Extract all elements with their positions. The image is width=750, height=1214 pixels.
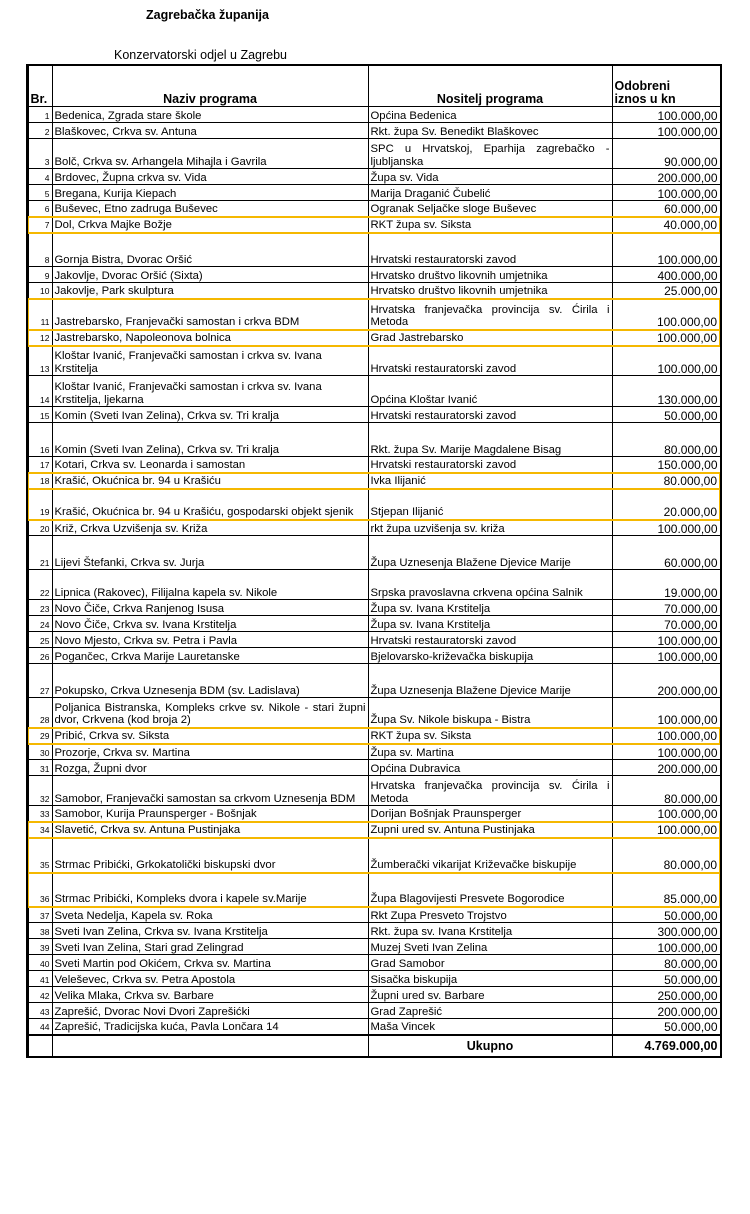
row-number: 17 — [28, 457, 52, 473]
program-name: Sveti Ivan Zelina, Crkva sv. Ivana Krstitelja — [52, 923, 368, 939]
program-holder: Hrvatska franjevačka provincija sv. Ćirila i Metoda — [368, 776, 612, 806]
table-row — [28, 536, 720, 570]
row-number: 31 — [28, 760, 52, 776]
program-holder: Hrvatska franjevačka provincija sv. Ćirila i Metoda — [368, 299, 612, 330]
program-name: Pribić, Crkva sv. Siksta — [52, 728, 368, 744]
program-holder: Muzej Sveti Ivan Zelina — [368, 939, 612, 955]
approved-amount: 150.000,00 — [612, 457, 720, 473]
row-number: 22 — [28, 570, 52, 600]
program-holder: Maša Vincek — [368, 1019, 612, 1035]
table-row — [28, 873, 720, 907]
table-row — [28, 632, 720, 648]
program-name: Križ, Crkva Uzvišenja sv. Križa — [52, 520, 368, 536]
table-row — [28, 1003, 720, 1019]
table-row — [28, 664, 720, 698]
column-header-iznos-line2: iznos u kn — [614, 91, 676, 106]
program-holder: SPC u Hrvatskoj, Eparhija zagrebačko - ljubljanska — [368, 139, 612, 169]
approved-amount: 50.000,00 — [612, 407, 720, 423]
program-holder: Stjepan Ilijanić — [368, 489, 612, 520]
row-number: 14 — [28, 376, 52, 407]
total-naziv-cell — [52, 1035, 368, 1057]
row-number: 18 — [28, 473, 52, 489]
table-row — [28, 806, 720, 822]
approved-amount: 60.000,00 — [612, 201, 720, 217]
program-name: Poljanica Bistranska, Kompleks crkve sv. Nikole - stari župni dvor, Crkvena (kod broja 2) — [52, 698, 368, 728]
table-row — [28, 923, 720, 939]
approved-amount: 80.000,00 — [612, 473, 720, 489]
program-holder: Hrvatski restauratorski zavod — [368, 407, 612, 423]
program-name: Samobor, Kurija Praunsperger - Bošnjak — [52, 806, 368, 822]
approved-amount: 130.000,00 — [612, 376, 720, 407]
approved-amount: 80.000,00 — [612, 776, 720, 806]
program-name: Pogančec, Crkva Marije Lauretanske — [52, 648, 368, 664]
row-number: 10 — [28, 283, 52, 299]
approved-amount: 50.000,00 — [612, 971, 720, 987]
table-row — [28, 473, 720, 489]
row-number: 44 — [28, 1019, 52, 1035]
program-holder: Grad Zaprešić — [368, 1003, 612, 1019]
row-number: 4 — [28, 169, 52, 185]
program-holder: Župa sv. Ivana Krstitelja — [368, 616, 612, 632]
approved-amount: 40.000,00 — [612, 217, 720, 233]
row-number: 35 — [28, 838, 52, 873]
approved-amount: 100.000,00 — [612, 728, 720, 744]
table-row — [28, 648, 720, 664]
program-holder: Župa Sv. Nikole biskupa - Bistra — [368, 698, 612, 728]
approved-amount: 100.000,00 — [612, 822, 720, 838]
approved-amount: 200.000,00 — [612, 664, 720, 698]
program-holder: Župa Blagovijesti Presvete Bogorodice — [368, 873, 612, 907]
approved-amount: 100.000,00 — [612, 233, 720, 267]
row-number: 12 — [28, 330, 52, 346]
program-name: Lijevi Štefanki, Crkva sv. Jurja — [52, 536, 368, 570]
row-number: 8 — [28, 233, 52, 267]
program-name: Gornja Bistra, Dvorac Oršić — [52, 233, 368, 267]
program-holder: Hrvatski restauratorski zavod — [368, 233, 612, 267]
row-number: 3 — [28, 139, 52, 169]
program-name: Veleševec, Crkva sv. Petra Apostola — [52, 971, 368, 987]
row-number: 28 — [28, 698, 52, 728]
program-name: Krašić, Okućnica br. 94 u Krašiću, gospodarski objekt sjenik — [52, 489, 368, 520]
program-name: Slavetić, Crkva sv. Antuna Pustinjaka — [52, 822, 368, 838]
row-number: 5 — [28, 185, 52, 201]
approved-amount: 100.000,00 — [612, 698, 720, 728]
program-holder: Župa sv. Martina — [368, 744, 612, 760]
approved-amount: 250.000,00 — [612, 987, 720, 1003]
row-number: 7 — [28, 217, 52, 233]
table-row — [28, 728, 720, 744]
program-holder: Grad Samobor — [368, 955, 612, 971]
approved-amount: 100.000,00 — [612, 185, 720, 201]
approved-amount: 100.000,00 — [612, 330, 720, 346]
row-number: 38 — [28, 923, 52, 939]
approved-amount: 100.000,00 — [612, 123, 720, 139]
row-number: 29 — [28, 728, 52, 744]
row-number: 24 — [28, 616, 52, 632]
column-header-naziv: Naziv programa — [52, 66, 368, 107]
approved-amount: 100.000,00 — [612, 346, 720, 376]
approved-amount: 80.000,00 — [612, 423, 720, 457]
table-row — [28, 987, 720, 1003]
row-number: 37 — [28, 907, 52, 923]
table-row — [28, 201, 720, 217]
total-label: Ukupno — [368, 1035, 612, 1057]
row-number: 15 — [28, 407, 52, 423]
program-holder: Marija Draganić Čubelić — [368, 185, 612, 201]
row-number: 36 — [28, 873, 52, 907]
approved-amount: 100.000,00 — [612, 107, 720, 123]
row-number: 1 — [28, 107, 52, 123]
program-holder: Župa sv. Vida — [368, 169, 612, 185]
approved-amount: 200.000,00 — [612, 169, 720, 185]
approved-amount: 50.000,00 — [612, 907, 720, 923]
table-row — [28, 346, 720, 376]
approved-amount: 20.000,00 — [612, 489, 720, 520]
table-body — [28, 107, 720, 1035]
table-row — [28, 776, 720, 806]
row-number: 25 — [28, 632, 52, 648]
table-row — [28, 376, 720, 407]
program-holder: Hrvatsko društvo likovnih umjetnika — [368, 283, 612, 299]
table-row — [28, 939, 720, 955]
program-holder: Dorijan Bošnjak Praunsperger — [368, 806, 612, 822]
program-name: Velika Mlaka, Crkva sv. Barbare — [52, 987, 368, 1003]
row-number: 42 — [28, 987, 52, 1003]
table-row — [28, 744, 720, 760]
row-number: 40 — [28, 955, 52, 971]
column-header-iznos — [612, 66, 720, 107]
approved-amount: 200.000,00 — [612, 760, 720, 776]
approved-amount: 70.000,00 — [612, 600, 720, 616]
program-holder: RKT župa sv. Siksta — [368, 728, 612, 744]
program-holder: Hrvatski restauratorski zavod — [368, 632, 612, 648]
row-number: 6 — [28, 201, 52, 217]
approved-amount: 400.000,00 — [612, 267, 720, 283]
row-number: 34 — [28, 822, 52, 838]
row-number: 11 — [28, 299, 52, 330]
approved-amount: 25.000,00 — [612, 283, 720, 299]
program-name: Kloštar Ivanić, Franjevački samostan i crkva sv. Ivana Krstitelja, ljekarna — [52, 376, 368, 407]
approved-amount: 100.000,00 — [612, 744, 720, 760]
table-row — [28, 698, 720, 728]
program-name: Sveta Nedelja, Kapela sv. Roka — [52, 907, 368, 923]
row-number: 19 — [28, 489, 52, 520]
table-row — [28, 907, 720, 923]
table-row — [28, 457, 720, 473]
program-holder: Žumberački vikarijat Križevačke biskupije — [368, 838, 612, 873]
program-holder: rkt župa uzvišenja sv. križa — [368, 520, 612, 536]
table-row — [28, 299, 720, 330]
program-name: Pokupsko, Crkva Uznesenja BDM (sv. Ladislava) — [52, 664, 368, 698]
table-row — [28, 570, 720, 600]
table-header-row — [28, 66, 720, 107]
table-row — [28, 760, 720, 776]
table-row — [28, 600, 720, 616]
program-holder: Rkt. župa Sv. Marije Magdalene Bisag — [368, 423, 612, 457]
program-name: Komin (Sveti Ivan Zelina), Crkva sv. Tri kralja — [52, 423, 368, 457]
total-br-cell — [28, 1035, 52, 1057]
program-holder: Rkt. župa Sv. Benedikt Blaškovec — [368, 123, 612, 139]
row-number: 9 — [28, 267, 52, 283]
row-number: 32 — [28, 776, 52, 806]
program-name: Bregana, Kurija Kiepach — [52, 185, 368, 201]
program-name: Bedenica, Zgrada stare škole — [52, 107, 368, 123]
table-row — [28, 267, 720, 283]
table-row — [28, 489, 720, 520]
table-row — [28, 955, 720, 971]
table-row — [28, 520, 720, 536]
program-holder: Općina Dubravica — [368, 760, 612, 776]
document-subtitle: Konzervatorski odjel u Zagrebu — [114, 48, 288, 62]
table-row — [28, 330, 720, 346]
table-row — [28, 169, 720, 185]
program-holder: Župa sv. Ivana Krstitelja — [368, 600, 612, 616]
program-name: Brdovec, Župna crkva sv. Vida — [52, 169, 368, 185]
program-holder: Srpska pravoslavna crkvena općina Salnik — [368, 570, 612, 600]
row-number: 30 — [28, 744, 52, 760]
program-holder: Grad Jastrebarsko — [368, 330, 612, 346]
table-row — [28, 233, 720, 267]
approved-amount: 300.000,00 — [612, 923, 720, 939]
program-name: Blaškovec, Crkva sv. Antuna — [52, 123, 368, 139]
program-name: Novo Mjesto, Crkva sv. Petra i Pavla — [52, 632, 368, 648]
program-name: Sveti Ivan Zelina, Stari grad Zelingrad — [52, 939, 368, 955]
program-name: Komin (Sveti Ivan Zelina), Crkva sv. Tri kralja — [52, 407, 368, 423]
approved-amount: 80.000,00 — [612, 955, 720, 971]
program-name: Rozga, Župni dvor — [52, 760, 368, 776]
program-name: Zaprešić, Tradicijska kuća, Pavla Lončara 14 — [52, 1019, 368, 1035]
program-name: Kloštar Ivanić, Franjevački samostan i crkva sv. Ivana Krstitelja — [52, 346, 368, 376]
program-holder: Bjelovarsko-križevačka biskupija — [368, 648, 612, 664]
table-row — [28, 822, 720, 838]
program-holder: Župa Uznesenja Blažene Djevice Marije — [368, 536, 612, 570]
table-row — [28, 407, 720, 423]
row-number: 43 — [28, 1003, 52, 1019]
program-name: Zaprešić, Dvorac Novi Dvori Zaprešićki — [52, 1003, 368, 1019]
approved-amount: 100.000,00 — [612, 632, 720, 648]
column-header-iznos-line1: Odobreni — [614, 79, 671, 93]
approved-amount: 19.000,00 — [612, 570, 720, 600]
approved-amount: 60.000,00 — [612, 536, 720, 570]
program-holder: Zupni ured sv. Antuna Pustinjaka — [368, 822, 612, 838]
table-row — [28, 139, 720, 169]
row-number: 20 — [28, 520, 52, 536]
table-row — [28, 1019, 720, 1035]
program-name: Strmac Pribićki, Grkokatolički biskupski dvor — [52, 838, 368, 873]
program-holder: Sisačka biskupija — [368, 971, 612, 987]
program-name: Samobor, Franjevački samostan sa crkvom Uznesenja BDM — [52, 776, 368, 806]
program-name: Prozorje, Crkva sv. Martina — [52, 744, 368, 760]
approved-amount: 50.000,00 — [612, 1019, 720, 1035]
program-name: Krašić, Okućnica br. 94 u Krašiću — [52, 473, 368, 489]
row-number: 21 — [28, 536, 52, 570]
approved-amount: 100.000,00 — [612, 648, 720, 664]
row-number: 27 — [28, 664, 52, 698]
table-row — [28, 616, 720, 632]
program-holder: Hrvatski restauratorski zavod — [368, 457, 612, 473]
approved-amount: 85.000,00 — [612, 873, 720, 907]
table-row — [28, 217, 720, 233]
row-number: 33 — [28, 806, 52, 822]
row-number: 39 — [28, 939, 52, 955]
row-number: 2 — [28, 123, 52, 139]
table-row — [28, 971, 720, 987]
program-holder: Rkt. župa sv. Ivana Krstitelja — [368, 923, 612, 939]
program-holder: Hrvatsko društvo likovnih umjetnika — [368, 267, 612, 283]
table-row — [28, 423, 720, 457]
grants-table — [27, 65, 721, 1057]
approved-amount: 200.000,00 — [612, 1003, 720, 1019]
column-header-nositelj: Nositelj programa — [368, 66, 612, 107]
approved-amount: 100.000,00 — [612, 520, 720, 536]
approved-amount: 70.000,00 — [612, 616, 720, 632]
table-row — [28, 838, 720, 873]
program-holder: Župni ured sv. Barbare — [368, 987, 612, 1003]
program-name: Jakovlje, Park skulptura — [52, 283, 368, 299]
table-row — [28, 123, 720, 139]
approved-amount: 100.000,00 — [612, 939, 720, 955]
approved-amount: 100.000,00 — [612, 806, 720, 822]
program-name: Kotari, Crkva sv. Leonarda i samostan — [52, 457, 368, 473]
program-holder: RKT župa sv. Siksta — [368, 217, 612, 233]
total-value: 4.769.000,00 — [612, 1035, 720, 1057]
row-number: 23 — [28, 600, 52, 616]
program-name: Jastrebarsko, Franjevački samostan i crkva BDM — [52, 299, 368, 330]
approved-amount: 90.000,00 — [612, 139, 720, 169]
table-row — [28, 185, 720, 201]
table-row — [28, 107, 720, 123]
program-holder: Općina Bedenica — [368, 107, 612, 123]
program-name: Lipnica (Rakovec), Filijalna kapela sv. Nikole — [52, 570, 368, 600]
approved-amount: 80.000,00 — [612, 838, 720, 873]
table-row — [28, 283, 720, 299]
program-holder: Hrvatski restauratorski zavod — [368, 346, 612, 376]
program-holder: Ogranak Seljačke sloge Buševec — [368, 201, 612, 217]
column-header-br: Br. — [28, 66, 52, 107]
program-name: Bolč, Crkva sv. Arhangela Mihajla i Gavrila — [52, 139, 368, 169]
row-number: 13 — [28, 346, 52, 376]
total-row — [28, 1035, 720, 1057]
program-name: Jakovlje, Dvorac Oršić (Sixta) — [52, 267, 368, 283]
program-name: Strmac Pribićki, Kompleks dvora i kapele sv.Marije — [52, 873, 368, 907]
program-name: Novo Čiče, Crkva Ranjenog Isusa — [52, 600, 368, 616]
program-name: Jastrebarsko, Napoleonova bolnica — [52, 330, 368, 346]
program-name: Buševec, Etno zadruga Buševec — [52, 201, 368, 217]
document-title: Zagrebačka županija — [146, 8, 269, 22]
row-number: 26 — [28, 648, 52, 664]
program-holder: Ivka Ilijanić — [368, 473, 612, 489]
approved-amount: 100.000,00 — [612, 299, 720, 330]
program-name: Sveti Martin pod Okićem, Crkva sv. Martina — [52, 955, 368, 971]
program-holder: Župa Uznesenja Blažene Djevice Marije — [368, 664, 612, 698]
program-name: Novo Čiče, Crkva sv. Ivana Krstitelja — [52, 616, 368, 632]
row-number: 41 — [28, 971, 52, 987]
program-holder: Općina Kloštar Ivanić — [368, 376, 612, 407]
program-holder: Rkt Zupa Presveto Trojstvo — [368, 907, 612, 923]
row-number: 16 — [28, 423, 52, 457]
program-name: Dol, Crkva Majke Božje — [52, 217, 368, 233]
